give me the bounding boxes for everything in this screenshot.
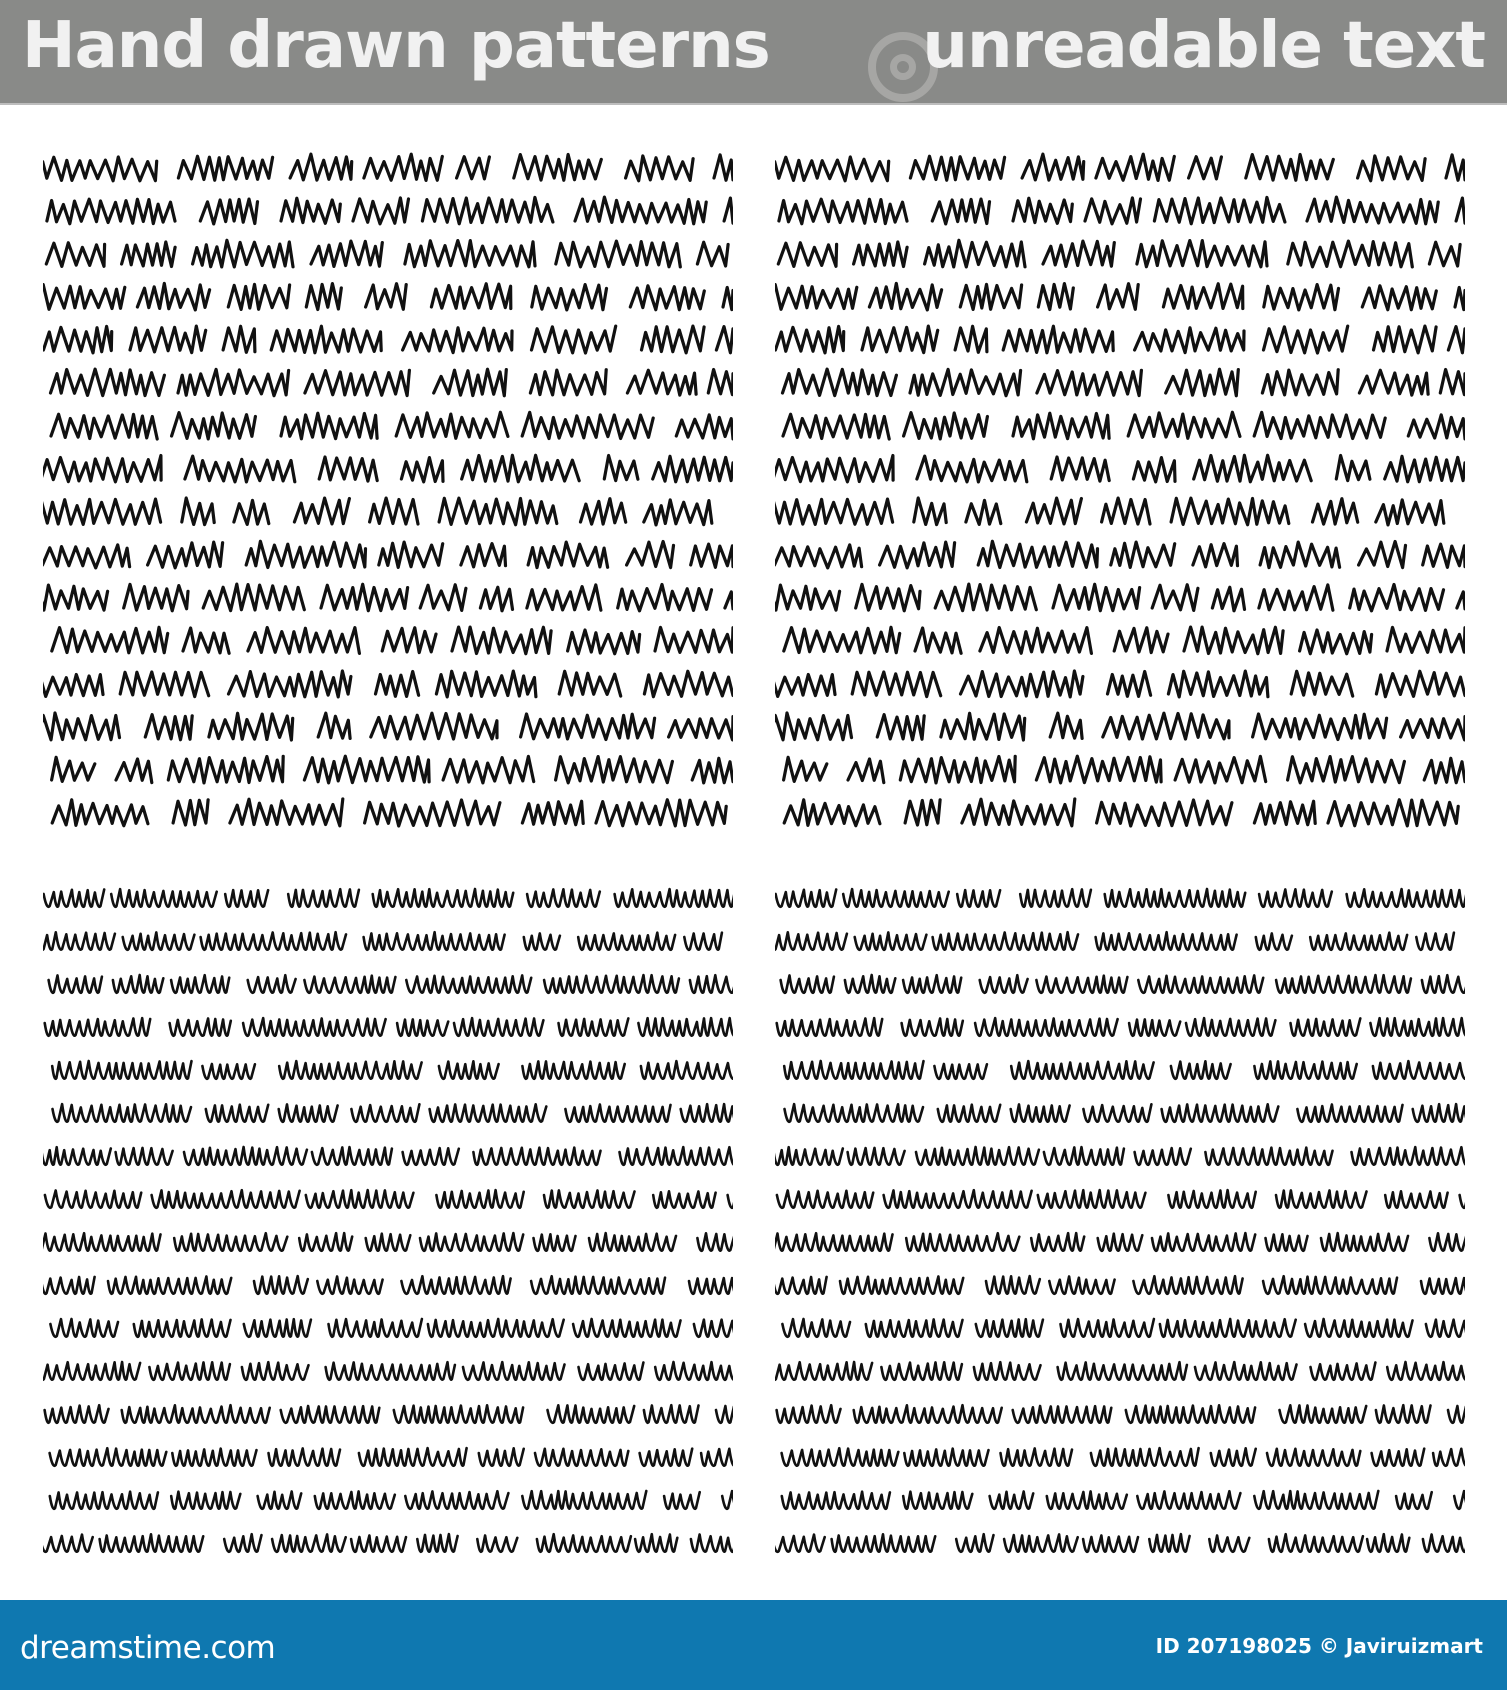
scribble-row [43, 1233, 733, 1251]
scribble-row [43, 154, 733, 181]
scribble-row [43, 584, 733, 611]
scribble-row [784, 627, 1465, 654]
scribble-row [52, 1061, 733, 1079]
scribble-row [775, 671, 1465, 697]
scribble-row [777, 1018, 1465, 1036]
scribble-row [43, 713, 733, 740]
scribble-row [43, 498, 712, 525]
zigzag-pattern-right-svg [775, 150, 1465, 830]
scribble-row [51, 412, 733, 439]
scribble-row [52, 627, 733, 654]
scribble-row [52, 799, 726, 826]
scribble-row [45, 1405, 733, 1423]
zigzag-pattern-left [43, 150, 733, 830]
scribble-row [777, 1190, 1465, 1208]
scribble-row [784, 756, 1465, 783]
header-banner [0, 0, 1507, 105]
scribble-row [43, 541, 733, 568]
loop-pattern-left-svg [43, 878, 733, 1558]
scribble-row [43, 1147, 733, 1165]
loop-pattern-left [43, 878, 733, 1558]
title-unreadable-text: unreadable text [922, 9, 1485, 83]
scribble-row [49, 975, 733, 993]
scribble-row [775, 455, 1465, 482]
scribble-row [783, 369, 1466, 396]
scribble-row [53, 1104, 734, 1122]
scribble-row [784, 799, 1458, 826]
image-id-credit: ID 207198025 © Javiruizmart [1155, 1634, 1483, 1658]
footer-bar [0, 1600, 1507, 1690]
scribble-row [43, 455, 733, 482]
scribble-row [43, 1362, 733, 1380]
scribble-row [51, 369, 734, 396]
scribble-row [775, 1276, 1465, 1294]
scribble-row [776, 889, 1465, 907]
scribble-row [52, 756, 733, 783]
scribble-row [50, 1319, 733, 1337]
scribble-row [782, 1491, 1465, 1509]
scribble-row [43, 671, 733, 697]
brand-logo: dreamstime.com [20, 1630, 276, 1666]
scribble-row [43, 1276, 733, 1294]
scribble-row [775, 1534, 1465, 1552]
scribble-row [43, 326, 733, 353]
scribble-row [43, 283, 733, 310]
scribble-row [775, 1233, 1465, 1251]
scribble-row [43, 1534, 733, 1552]
scribble-row [775, 283, 1465, 310]
scribble-row [43, 932, 722, 950]
scribble-row [775, 584, 1465, 611]
zigzag-pattern-left-svg [43, 150, 733, 830]
scribble-row [782, 1319, 1465, 1337]
loop-pattern-right-svg [775, 878, 1465, 1558]
zigzag-pattern-right [775, 150, 1465, 830]
scribble-row [775, 932, 1454, 950]
scribble-row [45, 1190, 733, 1208]
scribble-row [783, 412, 1465, 439]
scribble-row [50, 1491, 733, 1509]
scribble-row [775, 541, 1465, 568]
scribble-row [47, 197, 733, 224]
scribble-row [50, 1448, 733, 1466]
scribble-row [778, 240, 1460, 267]
scribble-row [775, 1147, 1465, 1165]
title-hand-drawn-patterns: Hand drawn patterns [22, 9, 770, 83]
scribble-row [784, 1061, 1465, 1079]
loop-pattern-right [775, 878, 1465, 1558]
scribble-row [781, 975, 1465, 993]
scribble-row [777, 1405, 1465, 1423]
scribble-row [45, 1018, 733, 1036]
scribble-row [775, 154, 1465, 181]
scribble-row [782, 1448, 1465, 1466]
scribble-row [775, 498, 1444, 525]
scribble-row [785, 1104, 1466, 1122]
scribble-row [46, 240, 728, 267]
scribble-row [775, 1362, 1465, 1380]
scribble-row [44, 889, 733, 907]
scribble-row [775, 713, 1465, 740]
scribble-row [775, 326, 1465, 353]
scribble-row [779, 197, 1465, 224]
